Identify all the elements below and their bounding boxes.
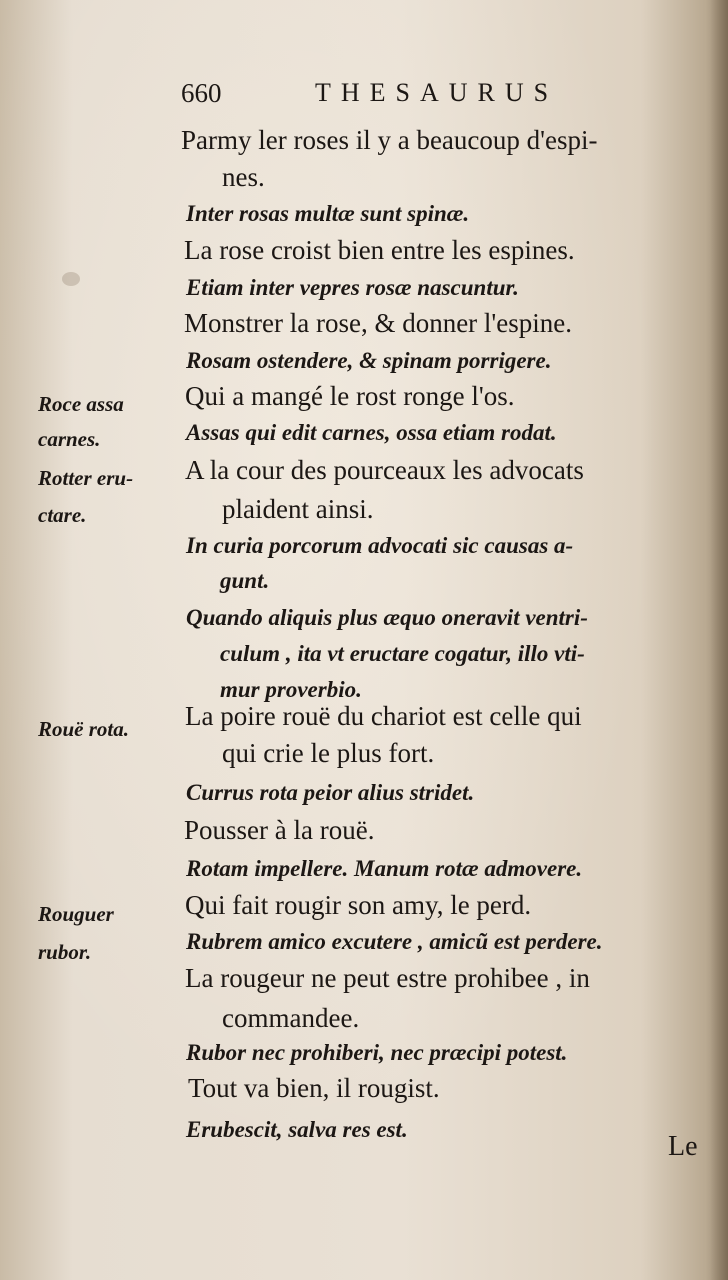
margin-note: Rouguer — [38, 902, 114, 926]
text-line: Pousser à la rouë. — [184, 815, 375, 845]
text-line: A la cour des pourceaux les advocats — [185, 455, 584, 485]
text-line: La rose croist bien entre les espines. — [184, 235, 575, 265]
ink-smudge — [62, 272, 80, 286]
margin-note: carnes. — [38, 427, 101, 451]
text-line: commandee. — [222, 1003, 360, 1033]
text-line: Tout va bien, il rougist. — [188, 1073, 440, 1103]
text-line: Parmy ler roses il y a beaucoup d'espi- — [181, 125, 598, 155]
catchword: Le — [668, 1131, 698, 1162]
text-line: qui crie le plus fort. — [222, 738, 435, 768]
text-line: Monstrer la rose, & donner l'espine. — [184, 308, 573, 338]
text-line: Currus rota peior alius stridet. — [186, 780, 475, 805]
text-line: Quando aliquis plus æquo oneravit ventri- — [186, 605, 588, 630]
text-line: gunt. — [220, 568, 270, 593]
text-line: Qui a mangé le rost ronge l'os. — [185, 381, 515, 411]
text-line: Rubor nec prohiberi, nec præcipi potest. — [186, 1040, 568, 1065]
text-line: Qui fait rougir son amy, le perd. — [185, 890, 532, 920]
text-line: Rubrem amico excutere , amicũ est perdere. — [186, 929, 603, 954]
text-line: Assas qui edit carnes, ossa etiam rodat. — [186, 420, 557, 445]
page-header — [181, 78, 611, 112]
text-line: Inter rosas multæ sunt spinæ. — [186, 201, 470, 226]
text-line: plaident ainsi. — [222, 494, 374, 524]
margin-note: rubor. — [38, 940, 92, 964]
margin-note: Roce assa — [38, 392, 124, 416]
margin-note: ctare. — [38, 503, 87, 527]
text-line: La poire rouë du chariot est celle qui — [185, 701, 582, 731]
text-line: Erubescit, salva res est. — [186, 1117, 408, 1142]
text-line: La rougeur ne peut estre prohibee , in — [185, 963, 590, 993]
margin-note: Rouë rota. — [38, 717, 130, 741]
page-number: 660 — [181, 78, 222, 108]
text-line: Rotam impellere. Manum rotæ admovere. — [186, 856, 583, 881]
text-line: mur proverbio. — [220, 677, 362, 702]
running-title: THESAURUS — [315, 78, 559, 107]
page-edge-shadow — [710, 0, 728, 1280]
text-line: In curia porcorum advocati sic causas a- — [186, 533, 574, 558]
text-line: nes. — [222, 162, 265, 192]
text-line: culum , ita vt eructare cogatur, illo vti- — [220, 641, 585, 666]
text-line: Etiam inter vepres rosæ nascuntur. — [186, 275, 519, 300]
margin-note: Rotter eru- — [38, 466, 134, 490]
text-line: Rosam ostendere, & spinam porrigere. — [186, 348, 552, 373]
